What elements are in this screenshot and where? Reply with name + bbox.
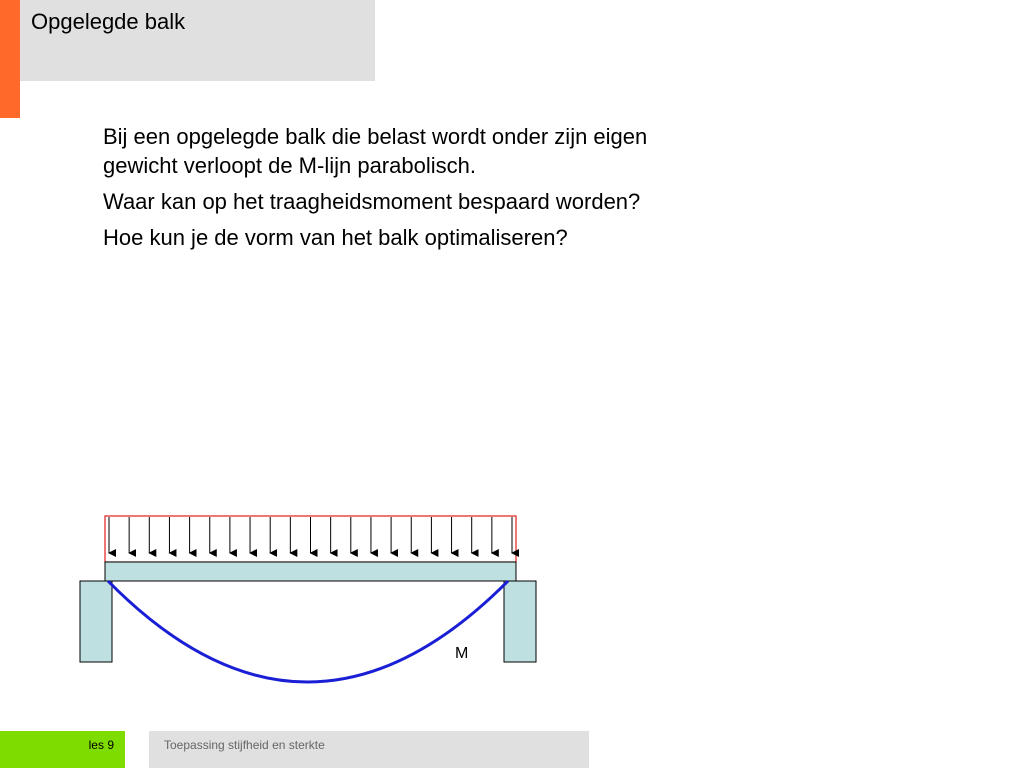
slide-title: Opgelegde balk — [31, 9, 186, 34]
footer-course-panel — [149, 731, 589, 768]
paragraph-2: Waar kan op het traagheidsmoment bespaard worden? — [103, 189, 641, 214]
moment-line — [108, 581, 508, 682]
beam — [105, 562, 516, 581]
footer-lesson-panel — [0, 731, 125, 768]
footer-lesson: les 9 — [88, 738, 114, 752]
paragraph-1: Bij een opgelegde balk die belast wordt onder zijn eigen gewicht verloopt de M-lijn parabolisch. — [103, 124, 648, 178]
moment-label: M — [455, 645, 469, 662]
paragraph-3: Hoe kun je de vorm van het balk optimaliseren? — [103, 225, 568, 250]
left-support — [80, 581, 112, 662]
right-support — [504, 581, 536, 662]
footer-course: Toepassing stijfheid en sterkte — [164, 738, 325, 752]
distributed-load-arrows — [109, 517, 512, 553]
